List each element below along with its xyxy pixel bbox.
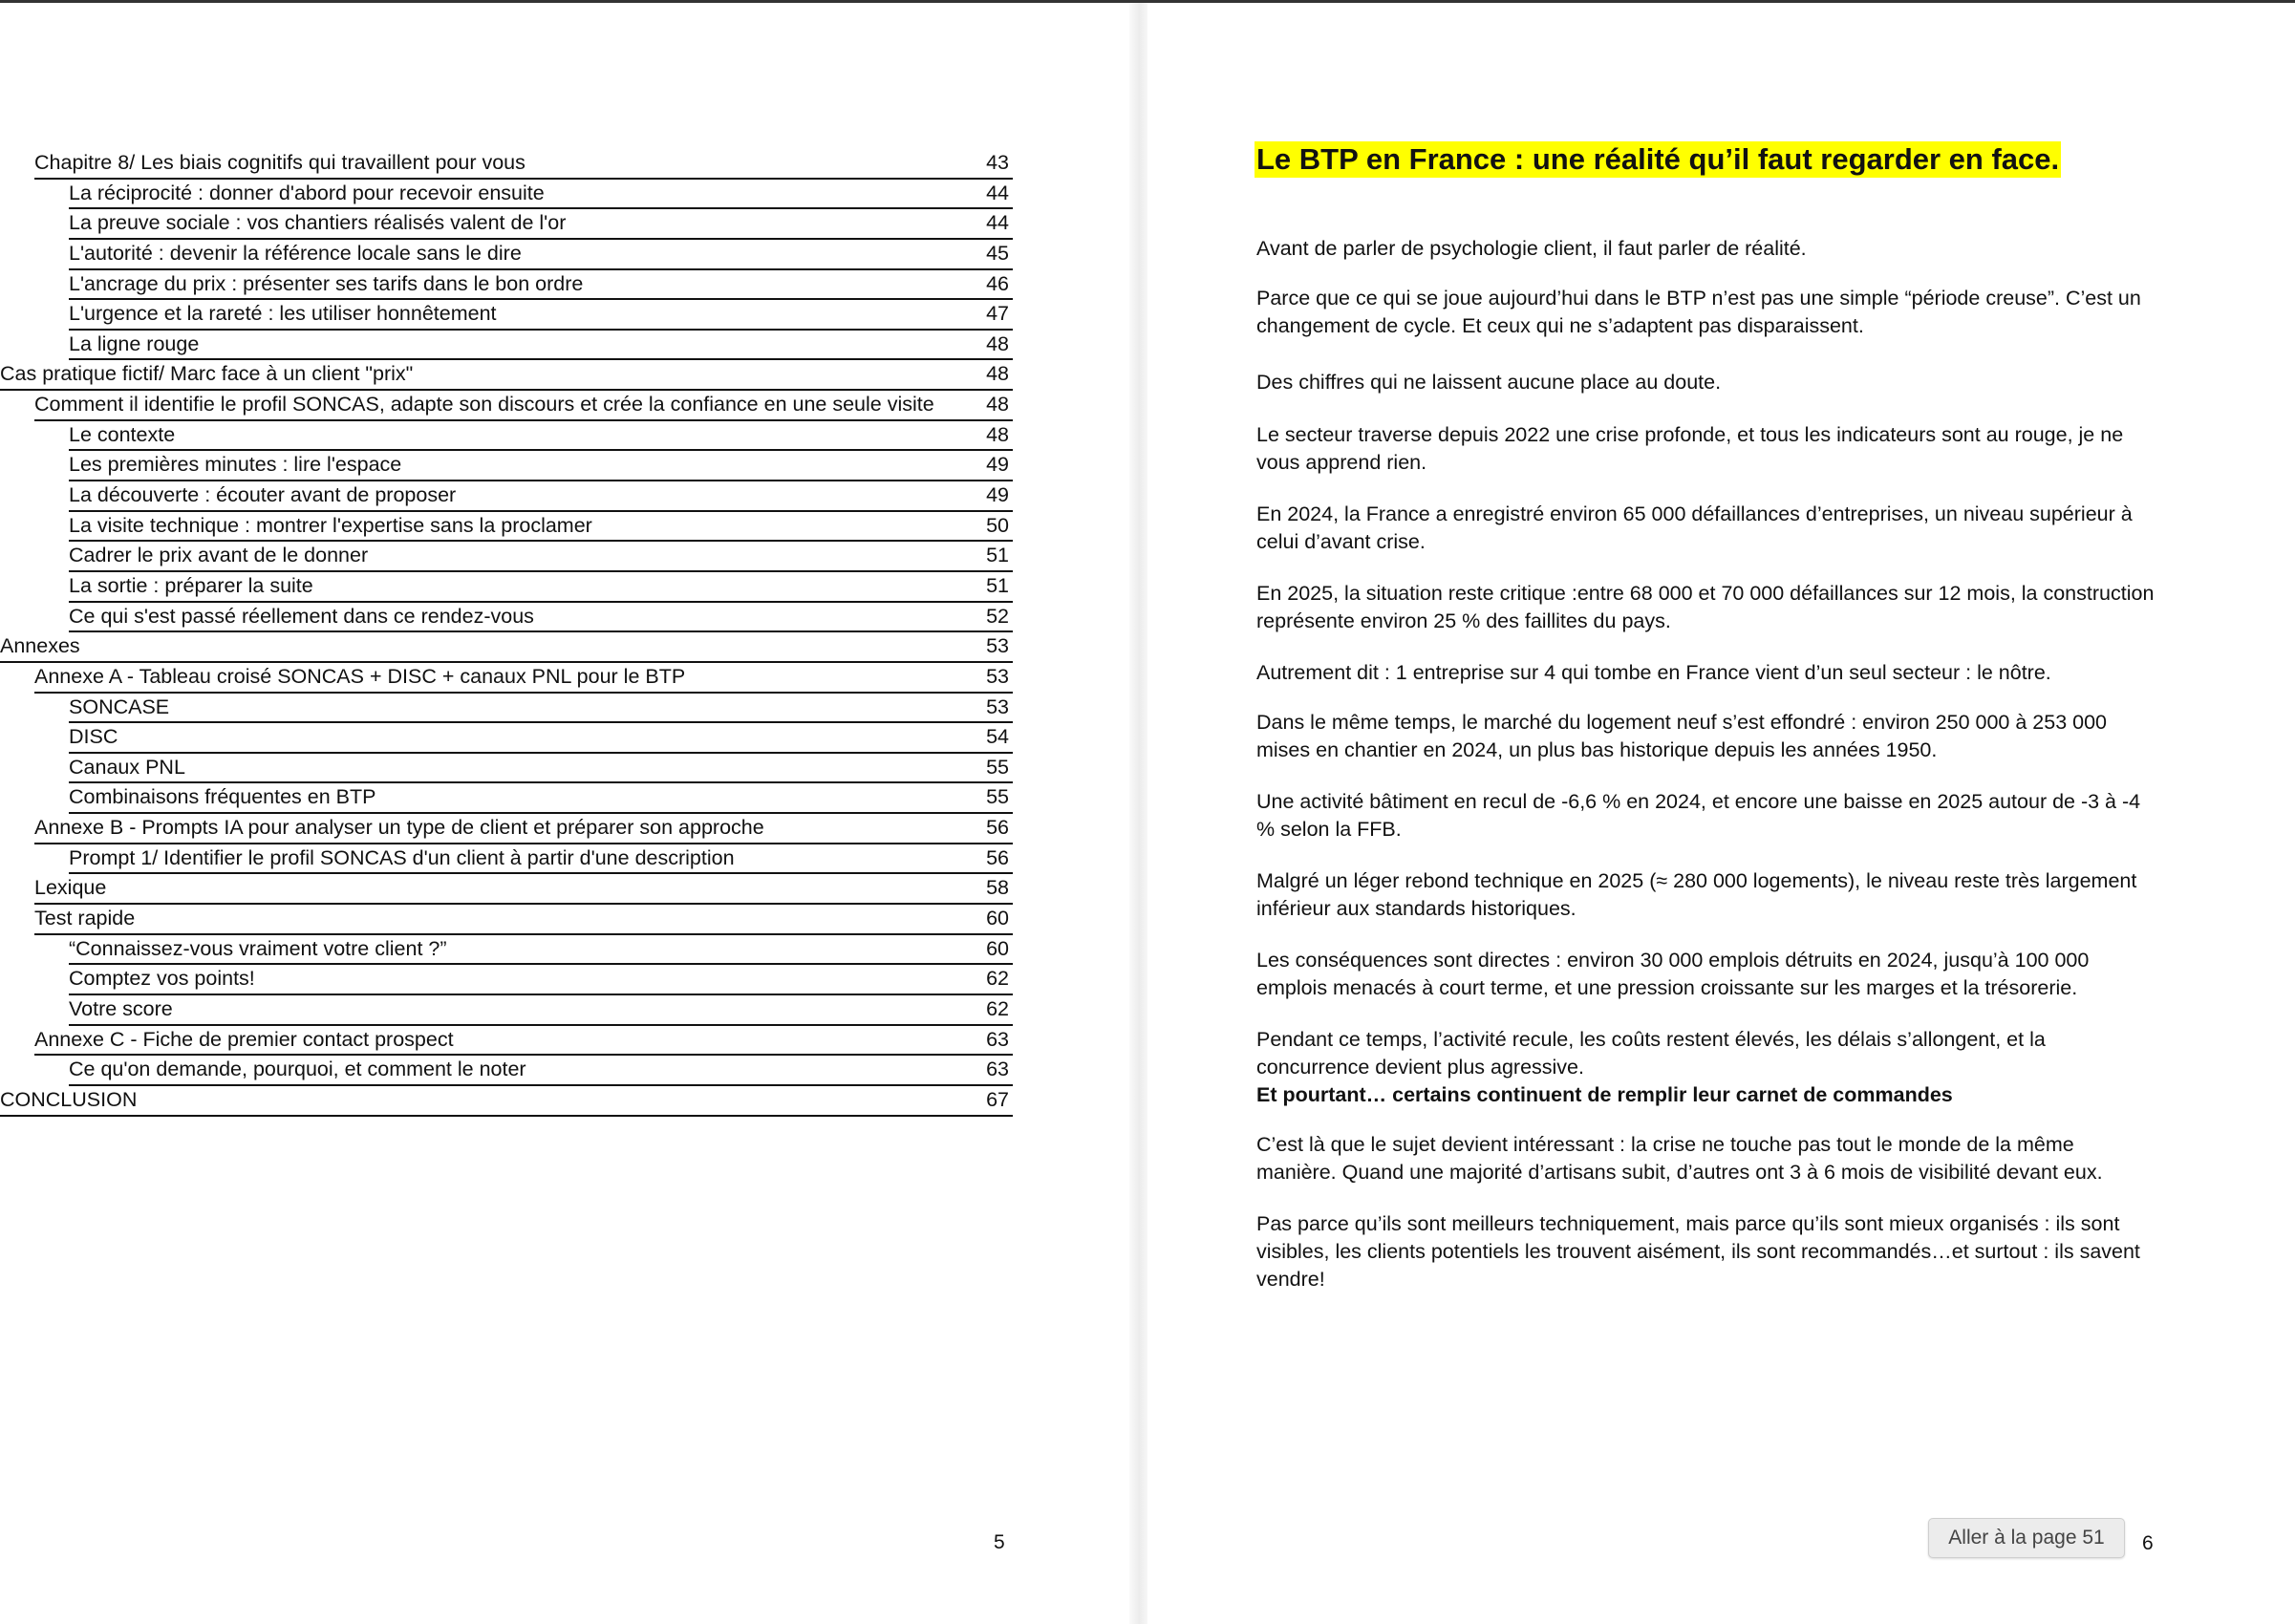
toc-entry-title: Ce qu'on demande, pourquoi, et comment le noter [69, 1058, 526, 1081]
toc-entry[interactable] [69, 240, 1013, 270]
toc-entry[interactable] [69, 723, 1013, 754]
toc-entry-page: 63 [986, 1058, 1009, 1081]
toc-entry-page: 56 [986, 816, 1009, 840]
toc-entry-title: Annexe B - Prompts IA pour analyser un type de client et préparer son approche [34, 816, 764, 840]
paragraph: Parce que ce qui se joue aujourd’hui dans le BTP n’est pas une simple “période creuse”. C’est un changement de cycle. Et ceux qui ne s’adaptent pas disparaissent. [1256, 287, 2141, 337]
toc-entry[interactable] [69, 995, 1013, 1026]
toc-entry-page: 52 [986, 604, 1009, 628]
toc-entry-page: 44 [986, 211, 1009, 235]
toc-entry-title: Comptez vos points! [69, 967, 255, 991]
left-page [0, 3, 1129, 1624]
toc-entry-title: Annexes [0, 634, 80, 658]
toc-entry-page: 46 [986, 271, 1009, 295]
toc-entry-page: 48 [986, 393, 1009, 417]
toc-entry-title: Combinaisons fréquentes en BTP [69, 785, 376, 809]
paragraph: Des chiffres qui ne laissent aucune place au doute. [1256, 371, 1722, 394]
goto-page-button[interactable]: Aller à la page 51 [1928, 1518, 2125, 1558]
toc-entry[interactable] [34, 905, 1013, 935]
toc-entry[interactable] [69, 754, 1013, 784]
toc-entry[interactable] [34, 814, 1013, 844]
toc-entry-page: 62 [986, 996, 1009, 1020]
toc-entry-page: 56 [986, 845, 1009, 869]
toc-entry-title: Prompt 1/ Identifier le profil SONCAS d'un client à partir d'une description [69, 845, 735, 869]
toc-entry-page: 53 [986, 664, 1009, 688]
toc-entry-page: 45 [986, 241, 1009, 265]
toc-entry-page: 53 [986, 694, 1009, 718]
toc-entry-title: L'autorité : devenir la référence locale sans le dire [69, 241, 522, 265]
toc-entry[interactable] [69, 270, 1013, 301]
toc-entry-title: Annexe A - Tableau croisé SONCAS + DISC + canaux PNL pour le BTP [34, 664, 686, 688]
toc-entry-page: 48 [986, 362, 1009, 386]
toc-entry[interactable] [34, 874, 1013, 905]
toc-entry-title: Votre score [69, 996, 173, 1020]
paragraph: Dans le même temps, le marché du logement neuf s’est effondré : environ 250 000 à 253 000 mises en chantier en 2024, un plus bas historique depuis les années 1950. [1256, 711, 2108, 761]
paragraph: Une activité bâtiment en recul de -6,6 % en 2024, et encore une baisse en 2025 autour de -3 à -4 % selon la FFB. [1256, 790, 2141, 841]
toc-entry-page: 62 [986, 967, 1009, 991]
page-gutter [1129, 3, 1148, 1624]
toc-entry-page: 58 [986, 876, 1009, 900]
toc-entry[interactable] [69, 603, 1013, 633]
toc-entry-title: Le contexte [69, 422, 176, 446]
page-heading: Le BTP en France : une réalité qu’il faut regarder en face. [1256, 142, 2060, 176]
toc-entry-title: Les premières minutes : lire l'espace [69, 453, 402, 477]
toc-entry-title: Cas pratique fictif/ Marc face à un client "prix" [0, 362, 414, 386]
toc-entry[interactable] [69, 481, 1013, 512]
toc-entry[interactable] [69, 180, 1013, 210]
toc-entry[interactable] [0, 360, 1013, 391]
paragraph: En 2025, la situation reste critique :entre 68 000 et 70 000 défaillances sur 12 mois, la construction représente environ 25 % des faillites du pays. [1256, 582, 2155, 632]
toc-entry-title: La découverte : écouter avant de proposer [69, 483, 457, 507]
toc-entry-title: “Connaissez-vous vraiment votre client ?” [69, 936, 447, 960]
toc-entry-title: Comment il identifie le profil SONCAS, adapte son discours et crée la confiance en une seule visite [34, 393, 934, 417]
toc-entry-title: L'urgence et la rareté : les utiliser honnêtement [69, 302, 497, 326]
page-number-right: 6 [2142, 1532, 2154, 1554]
page-number-left: 5 [994, 1531, 1005, 1553]
toc-entry[interactable] [69, 572, 1013, 603]
toc-entry[interactable] [69, 1056, 1013, 1086]
paragraph: En 2024, la France a enregistré environ 65 000 défaillances d’entreprises, un niveau supérieur à celui d’avant crise. [1256, 502, 2133, 553]
toc-entry-title: Lexique [34, 876, 107, 900]
toc-entry-page: 67 [986, 1087, 1009, 1111]
paragraph: Pendant ce temps, l’activité recule, les coûts restent élevés, les délais s’allongent, et la concurrence devient plus agressive. [1256, 1028, 2046, 1079]
toc-entry[interactable] [69, 783, 1013, 814]
toc-entry[interactable] [34, 149, 1013, 180]
paragraph: Avant de parler de psychologie client, il faut parler de réalité. [1256, 237, 1807, 260]
table-of-contents [0, 149, 1013, 1117]
toc-entry-title: La sortie : préparer la suite [69, 573, 313, 597]
toc-entry-title: CONCLUSION [0, 1087, 138, 1111]
paragraph: C’est là que le sujet devient intéressant : la crise ne touche pas tout le monde de la même manière. Quand une majorité d’artisans subit, d’autres ont 3 à 6 mois de visibilité devant eux. [1256, 1133, 2103, 1184]
toc-entry[interactable] [34, 1026, 1013, 1057]
toc-entry-page: 63 [986, 1027, 1009, 1051]
toc-entry-title: DISC [69, 725, 118, 749]
toc-entry[interactable] [0, 632, 1013, 663]
toc-entry[interactable] [69, 965, 1013, 995]
toc-entry-page: 51 [986, 573, 1009, 597]
toc-entry-title: La preuve sociale : vos chantiers réalisés valent de l'or [69, 211, 567, 235]
toc-entry-page: 47 [986, 302, 1009, 326]
toc-entry-title: Cadrer le prix avant de le donner [69, 544, 369, 567]
toc-entry-page: 43 [986, 151, 1009, 174]
paragraph: Autrement dit : 1 entreprise sur 4 qui tombe en France vient d’un seul secteur : le nôtre. [1256, 661, 2051, 684]
toc-entry-page: 60 [986, 936, 1009, 960]
toc-entry-page: 51 [986, 544, 1009, 567]
toc-entry-title: La réciprocité : donner d'abord pour recevoir ensuite [69, 181, 545, 204]
toc-entry[interactable] [0, 1086, 1013, 1117]
paragraph: Pas parce qu’ils sont meilleurs techniquement, mais parce qu’ils sont mieux organisés : ils sont visibles, les clients potentiels les trouvent aisément, ils sont recommandés…et surtout : ils savent vendre! [1256, 1212, 2140, 1291]
toc-entry-page: 49 [986, 453, 1009, 477]
toc-entry[interactable] [69, 331, 1013, 361]
toc-entry-title: Ce qui s'est passé réellement dans ce rendez-vous [69, 604, 534, 628]
toc-entry-page: 49 [986, 483, 1009, 507]
toc-entry[interactable] [69, 209, 1013, 240]
article [1256, 141, 2155, 1291]
toc-entry-page: 48 [986, 422, 1009, 446]
toc-entry[interactable] [69, 512, 1013, 543]
toc-entry-title: Test rapide [34, 907, 136, 930]
toc-entry-page: 53 [986, 634, 1009, 658]
toc-entry-page: 44 [986, 181, 1009, 204]
toc-entry-page: 55 [986, 755, 1009, 779]
toc-entry[interactable] [69, 935, 1013, 966]
toc-entry-title: SONCASE [69, 694, 170, 718]
toc-entry-title: Chapitre 8/ Les biais cognitifs qui travaillent pour vous [34, 151, 525, 174]
toc-entry[interactable] [69, 451, 1013, 481]
paragraph: Malgré un léger rebond technique en 2025 (≈ 280 000 logements), le niveau reste très largement inférieur aux standards historiques. [1256, 869, 2137, 920]
toc-entry[interactable] [34, 391, 1013, 421]
paragraph: Et pourtant… certains continuent de remplir leur carnet de commandes [1256, 1083, 1953, 1106]
toc-entry-title: Annexe C - Fiche de premier contact prospect [34, 1027, 454, 1051]
toc-entry-page: 50 [986, 513, 1009, 537]
toc-entry[interactable] [69, 844, 1013, 875]
toc-entry-title: La visite technique : montrer l'expertise sans la proclamer [69, 513, 592, 537]
paragraph: Les conséquences sont directes : environ 30 000 emplois détruits en 2024, jusqu’à 100 000 emplois menacés à court terme, et une pression croissante sur les marges et la trésorerie. [1256, 949, 2090, 999]
toc-entry-title: Canaux PNL [69, 755, 185, 779]
toc-entry-page: 54 [986, 725, 1009, 749]
paragraph: Le secteur traverse depuis 2022 une crise profonde, et tous les indicateurs sont au rouge, je ne vous apprend rien. [1256, 423, 2124, 474]
toc-entry[interactable] [69, 300, 1013, 331]
toc-entry[interactable] [69, 694, 1013, 724]
toc-entry-page: 60 [986, 907, 1009, 930]
toc-entry[interactable] [69, 421, 1013, 452]
toc-entry-page: 48 [986, 331, 1009, 355]
toc-entry-page: 55 [986, 785, 1009, 809]
toc-entry-title: L'ancrage du prix : présenter ses tarifs dans le bon ordre [69, 271, 584, 295]
toc-entry[interactable] [34, 663, 1013, 694]
toc-entry-title: La ligne rouge [69, 331, 200, 355]
toc-entry[interactable] [69, 542, 1013, 572]
